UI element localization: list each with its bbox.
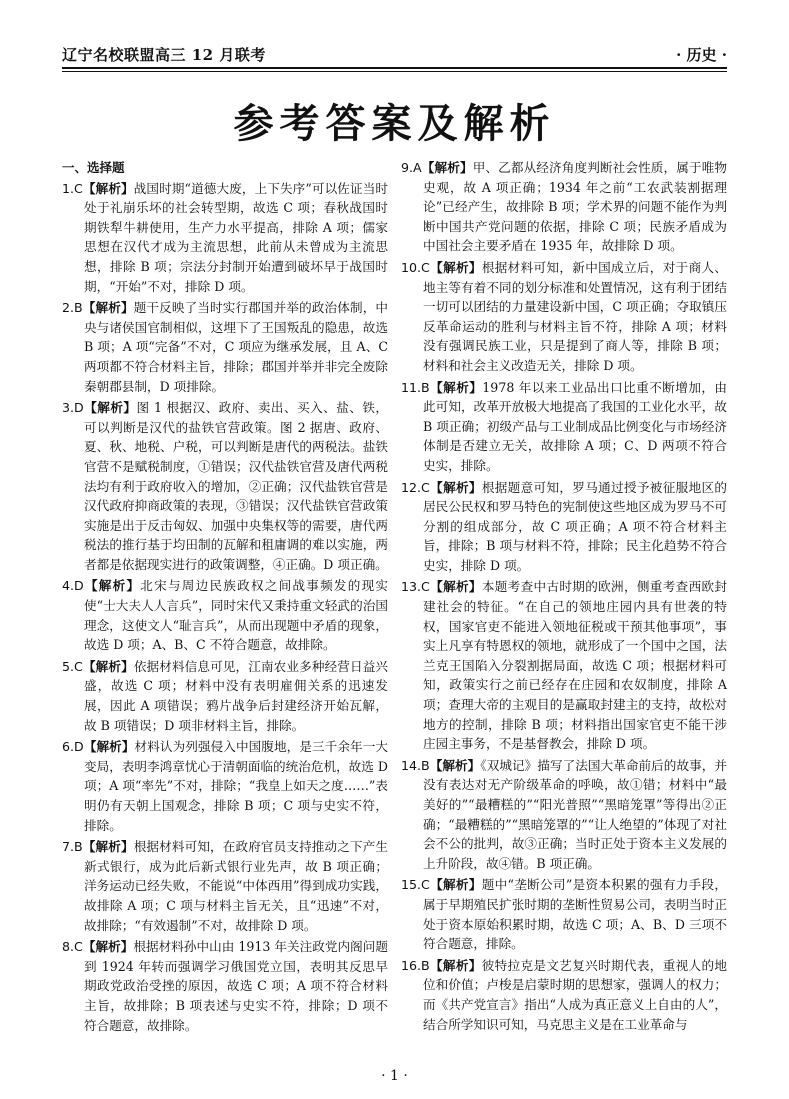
right-column bbox=[401, 158, 727, 1036]
analysis-tag: 【解析】 bbox=[429, 877, 482, 893]
answer-item bbox=[401, 875, 727, 953]
answer-item bbox=[401, 478, 727, 576]
question-number: 13. bbox=[401, 579, 422, 595]
analysis-text: 题干反映了当时实行郡国并举的政治体制，中央与诸侯国官制相似，这埋下了王国叛乱的隐患，故选 B 项；A 项“完备”不对，C 项应为继承发展，且 A、C 两项都不符合材料主旨，排除；郡国并举并非完全废除秦朝郡县制，D 项排除。 bbox=[84, 300, 389, 394]
analysis-text: 《双城记》描写了法国大革命前后的故事，并没有表达对无产阶级革命的呼唤，故①错；材料中“最美好的”“最糟糕的”“阳光普照”“黑暗笼罩”等得出②正确；“最糟糕的”“黑暗笼罩的”“让人绝望的”体现了对社会不公的批判，故③正确；当时正处于资本主义发展的上升阶段，故④错。B 项正确。 bbox=[423, 757, 728, 871]
page-title: 参考答案及解析 bbox=[233, 101, 556, 147]
answer-letter: C bbox=[74, 939, 83, 955]
question-number: 10. bbox=[401, 259, 422, 275]
answer-letter: C bbox=[421, 579, 430, 595]
question-number: 8. bbox=[62, 939, 75, 955]
question-number: 11. bbox=[401, 379, 422, 395]
section-heading: 一、选择题 bbox=[62, 160, 125, 175]
header-rule bbox=[62, 67, 727, 69]
answer-item bbox=[401, 378, 727, 476]
answer-letter: D bbox=[74, 739, 84, 755]
analysis-text: 图 1 根据汉、政府、卖出、买入、盐、铁，可以判断是汉代的盐铁官营政策。图 2 据唐、政府、夏、秋、地税、户税，可以判断是唐代的两税法。盐铁官营不是赋税制度，①错误；汉代盐铁官营及唐代两税法均有利于政府收入的增加，②正确；汉代盐铁官营是汉代政府抑商政策的表现，③错误；汉代盐铁官营政策实施是出于反击匈奴、加强中央集权等的需要，唐代两税法的推行基于均田制的瓦解和租庸调的难以实施，两者都是依据现实进行的政策调整，④正确。D 项正确。 bbox=[84, 400, 388, 572]
answer-letter: D bbox=[74, 400, 84, 416]
answer-item bbox=[401, 756, 727, 874]
answer-letter: B bbox=[421, 757, 430, 773]
analysis-text: 战国时期“道德大废，上下失序”可以佐证当时处于礼崩乐坏的社会转型期，故选 C 项；春秋战国时期铁犁牛耕使用，生产力水平提高，排除 A 项；儒家思想在汉代才成为主流思想，此前从未曾成为主流思想，排除 B 项；宗法分封制开始遭到破坏早于战国时期，“开始”不对，排除 D 项。 bbox=[84, 180, 388, 294]
answer-item bbox=[401, 158, 727, 256]
answer-letter: B bbox=[421, 957, 430, 973]
analysis-text: 本题考查中古时期的欧洲，侧重考查西欧封建社会的特征。“在自己的领地庄园内具有世袭的特权，国家官吏不能进入领地征税或干预其他事项”，事实上凡享有特恩权的领地，就形成了一个国中之国，法兰克王国陷入分裂割据局面，故选 C 项；根据材料可知，政策实行之前已经存在庄园和农奴制度，排除 A 项；查理大帝的主观目的是赢取封建主的支持，故松对地方的控制，排除 B 项；材料指出国家官吏不能干涉庄园主事务，不是基督教会，排除 D 项。 bbox=[423, 579, 728, 752]
answer-letter: B bbox=[74, 300, 83, 316]
left-column bbox=[62, 158, 388, 1037]
question-number: 7. bbox=[62, 839, 75, 855]
analysis-text: 根据材料可知，新中国成立后，对于商人、地主等有着不同的划分标准和处置情况，这有利于团结一切可以团结的力量建设新中国，C 项正确；夺取镇压反革命运动的胜利与材料主旨不符，排除 A 项；材料没有强调民族工业，只是提到了商人等，排除 B 项；材料和社会主义改造无关，排除 D 项。 bbox=[423, 259, 728, 373]
analysis-text: 1978 年以来工业品出口比重不断增加，由此可知，改革开放极大地提高了我国的工业化水平，故 B 项正确；初级产品与工业制成品比例变化与市场经济体制是否建立无关，故排除 A 项；C、D 两项不符合史实，排除。 bbox=[423, 379, 728, 473]
analysis-tag: 【解析】 bbox=[421, 160, 473, 175]
answer-item bbox=[401, 956, 727, 1034]
question-number: 2. bbox=[62, 300, 75, 316]
analysis-text: 北宋与周边民族政权之间战事频发的现实使“士大夫人人言兵”，同时宋代又秉持重文轻武的治国理念，这使文人“耻言兵”，从而出现题中矛盾的现象，故选 D 项；A、B、C 不符合题意，故排除。 bbox=[84, 578, 389, 653]
answer-item bbox=[62, 298, 388, 396]
answer-letter: D bbox=[74, 578, 84, 594]
question-number: 1. bbox=[62, 180, 75, 196]
question-number: 12. bbox=[401, 479, 422, 495]
analysis-tag: 【解析】 bbox=[83, 578, 141, 594]
answer-letter: C bbox=[74, 180, 83, 196]
question-number: 6. bbox=[62, 739, 75, 755]
analysis-tag: 【解析】 bbox=[82, 300, 134, 316]
answer-item bbox=[401, 577, 727, 753]
analysis-text: 材料认为列强侵入中国腹地，是三千余年一大变局，表明李鸿章忧心于清朝面临的统治危机，故选 D 项；A 项“率先”不对，排除；“我皇上如天之度……”表明仍有天朝上国观念，排除 B 项；C 项与史实不符，排除。 bbox=[84, 739, 389, 833]
analysis-text: 彼特拉克是文艺复兴时期代表，重视人的地位和价值；卢梭是启蒙时期的思想家，强调人的权力；而《共产党宣言》指出“人成为真正意义上自由的人”，结合所学知识可知，马克思主义是在工业革命与 bbox=[423, 957, 728, 1032]
answer-letter: B bbox=[421, 379, 430, 395]
analysis-text: 根据材料孙中山由 1913 年关注政党内阁问题到 1924 年转而强调学习俄国党立国，表明其反思早期政党政治受挫的原因，故选 C 项；A 项不符合材料主旨，故排除；B 项表述与史实不符，排除；D 项不符合题意，故排除。 bbox=[84, 939, 388, 1033]
analysis-text: 依据材料信息可见，江南农业多种经营日益兴盛，故选 C 项；材料中没有表明雇佣关系的迅速发展，因此 A 项错误；鸦片战争后封建经济开始瓦解，故 B 项错误；D 项非材料主旨，排除。 bbox=[84, 658, 389, 733]
analysis-text: 甲、乙都从经济角度判断社会性质，属于唯物史观，故 A 项正确；1934 年之前“工农武装割据理论”已经产生，故排除 B 项；学术界的问题不能作为判断中国共产党问题的依据，排除 C 项；民族矛盾成为中国社会主要矛盾在 1935 年，故排除 D 项。 bbox=[423, 160, 728, 254]
analysis-tag: 【解析】 bbox=[429, 957, 482, 973]
answer-letter: C bbox=[421, 877, 430, 893]
answer-item bbox=[62, 657, 388, 735]
question-number: 5. bbox=[62, 658, 75, 674]
analysis-tag: 【解析】 bbox=[82, 180, 134, 196]
analysis-tag: 【解析】 bbox=[429, 757, 481, 773]
answer-letter: C bbox=[421, 479, 430, 495]
exam-name: 辽宁名校联盟高三 12 月联考 bbox=[62, 46, 266, 64]
analysis-tag: 【解析】 bbox=[83, 400, 137, 416]
answer-item bbox=[62, 837, 388, 935]
analysis-tag: 【解析】 bbox=[429, 259, 482, 275]
answer-item bbox=[62, 179, 388, 297]
analysis-tag: 【解析】 bbox=[429, 579, 482, 595]
analysis-text: 题中“垄断公司”是资本积累的强有力手段，属于早期殖民扩张时期的垄断性贸易公司，表明当时正处于资本原始积累时期，故选 C 项；A、B、D 三项不符合题意，排除。 bbox=[423, 877, 727, 952]
analysis-text: 根据题意可知，罗马通过授予被征服地区的居民公民权和罗马特色的宪制使这些地区成为罗马不可分割的组成部分，故 C 项正确；A 项不符合材料主旨，排除；B 项与材料不符，排除；民主化趋势不符合史实，排除 D 项。 bbox=[423, 479, 728, 573]
question-number: 15. bbox=[401, 877, 422, 893]
answer-letter: B bbox=[74, 839, 83, 855]
analysis-tag: 【解析】 bbox=[82, 839, 134, 855]
answer-letter: C bbox=[74, 658, 83, 674]
analysis-tag: 【解析】 bbox=[429, 379, 483, 395]
question-number: 14. bbox=[401, 757, 422, 773]
question-number: 4. bbox=[62, 578, 75, 594]
answer-item bbox=[62, 737, 388, 835]
question-number: 16. bbox=[401, 957, 422, 973]
analysis-tag: 【解析】 bbox=[82, 658, 134, 674]
page-header bbox=[62, 44, 727, 70]
answer-letter: C bbox=[421, 259, 430, 275]
analysis-tag: 【解析】 bbox=[429, 479, 482, 495]
answer-letter: A bbox=[413, 160, 422, 175]
answer-item bbox=[62, 398, 388, 574]
page-number: · 1 · bbox=[381, 1068, 408, 1084]
analysis-text: 根据材料可知，在政府官员支持推动之下产生新式银行，成为此后新式银行业先声，故 B 项正确；洋务运动已经失败，不能说“中体西用”得到成功实践，故排除 A 项；C 项与材料主旨无关，且“迅速”不对，故排除；“有效遏制”不对，故排除 D 项。 bbox=[84, 839, 389, 933]
analysis-tag: 【解析】 bbox=[82, 939, 134, 955]
answer-item bbox=[62, 576, 388, 654]
answer-item bbox=[401, 258, 727, 376]
question-number: 9. bbox=[401, 160, 414, 175]
question-number: 3. bbox=[62, 400, 75, 416]
subject-label: · 历史 · bbox=[676, 46, 727, 64]
answer-item bbox=[62, 937, 388, 1035]
header-rule-thin bbox=[62, 71, 727, 72]
analysis-tag: 【解析】 bbox=[83, 739, 135, 755]
